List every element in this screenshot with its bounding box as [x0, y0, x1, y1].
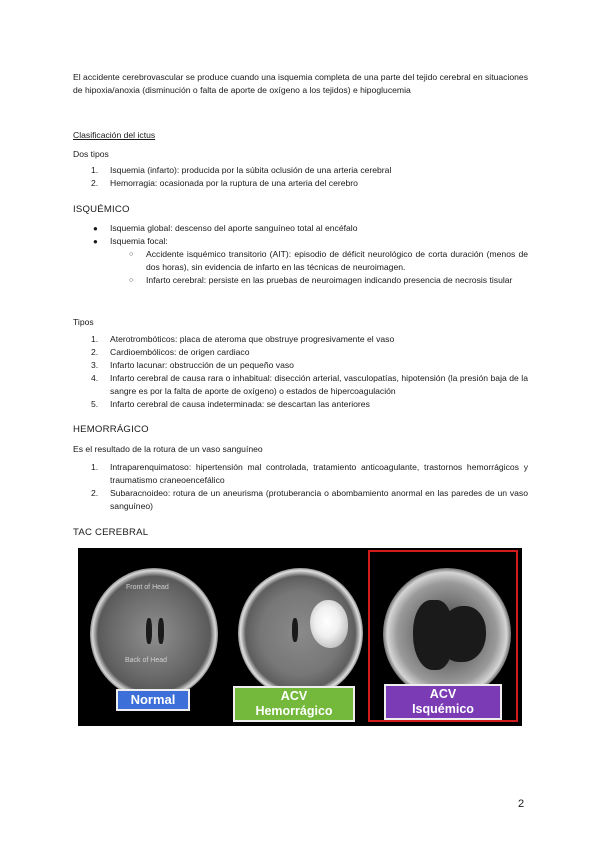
front-of-head-label: Front of Head	[126, 584, 169, 591]
clasificacion-title: Clasificación del ictus	[73, 130, 156, 140]
tac-figure	[78, 548, 522, 726]
circle-bullet-icon: ○	[129, 277, 134, 284]
list-item: 1. Aterotrombóticos: placa de ateroma que obstruye progresivamente el vaso	[91, 334, 395, 344]
tac-heading: TAC CEREBRAL	[73, 527, 149, 538]
clasificacion-subtitle: Dos tipos	[73, 149, 109, 159]
circle-bullet-icon: ○	[129, 251, 134, 258]
list-item: 1. Intraparenquimatoso: hipertensión mal controlada, tratamiento anticoagulante, trastornos hemorrágicos y traumatismo craneoencefálico	[91, 462, 528, 485]
label-acv-hemorragico: ACV Hemorrágico	[233, 686, 355, 722]
isquemico-bullets	[73, 222, 528, 287]
hemorragico-list	[73, 461, 528, 513]
hemorrhage-region	[310, 600, 348, 648]
isquemico-heading: ISQUÉMICO	[73, 204, 130, 215]
list-item: 4. Infarto cerebral de causa rara o inhabitual: disección arterial, vasculopatías, hipotensión (la presión baja de la sangre es por la falta de aporte de oxígeno) o estados de hipercoagulación	[91, 373, 528, 396]
list-item: ○ Accidente isquémico transitorio (AIT): episodio de déficit neurológico de corta duración (menos de dos horas), sin evidencia de infarto en las técnicas de neuroimagen.	[129, 249, 528, 272]
list-item: 1. Isquemia (infarto): producida por la súbita oclusión de una arteria cerebral	[91, 165, 392, 175]
tipos-label: Tipos	[73, 317, 94, 327]
label-normal: Normal	[116, 689, 190, 711]
list-item: ● Isquemia focal:	[93, 236, 168, 246]
list-item: 2. Cardioembólicos: de origen cardiaco	[91, 347, 250, 357]
list-item: ● Isquemia global: descenso del aporte sanguíneo total al encéfalo	[93, 223, 358, 233]
tipos-list	[73, 333, 528, 411]
bullet-icon: ●	[93, 237, 98, 246]
intro-paragraph: El accidente cerebrovascular se produce cuando una isquemia completa de una parte del tejido cerebral en situaciones de hipoxia/anoxia (disminución o falta de aporte de oxígeno a los tejidos) e hipoglucemia	[73, 72, 528, 95]
hemorragico-subtitle: Es el resultado de la rotura de un vaso sanguíneo	[73, 444, 263, 454]
back-of-head-label: Back of Head	[125, 657, 168, 664]
ventricle-shape	[158, 618, 164, 644]
bullet-icon: ●	[93, 224, 98, 233]
page-number: 2	[518, 798, 525, 810]
list-item: ○ Infarto cerebral: persiste en las pruebas de neuroimagen indicando presencia de necrosis tisular	[129, 275, 513, 285]
clasificacion-list	[73, 164, 528, 190]
hemorragico-heading: HEMORRÁGICO	[73, 424, 149, 435]
list-item: 3. Infarto lacunar: obstrucción de un pequeño vaso	[91, 360, 294, 370]
ventricle-shape	[292, 618, 298, 642]
list-item: 2. Subaracnoideo: rotura de un aneurisma (protuberancia o abombamiento anormal en las paredes de un vaso sanguíneo)	[91, 488, 528, 511]
list-item: 5. Infarto cerebral de causa indeterminada: se descartan las anteriores	[91, 399, 370, 409]
list-item: 2. Hemorragia: ocasionada por la ruptura de una arteria del cerebro	[91, 178, 358, 188]
ventricle-shape	[146, 618, 152, 644]
label-acv-isquemico: ACV Isquémico	[384, 684, 502, 720]
